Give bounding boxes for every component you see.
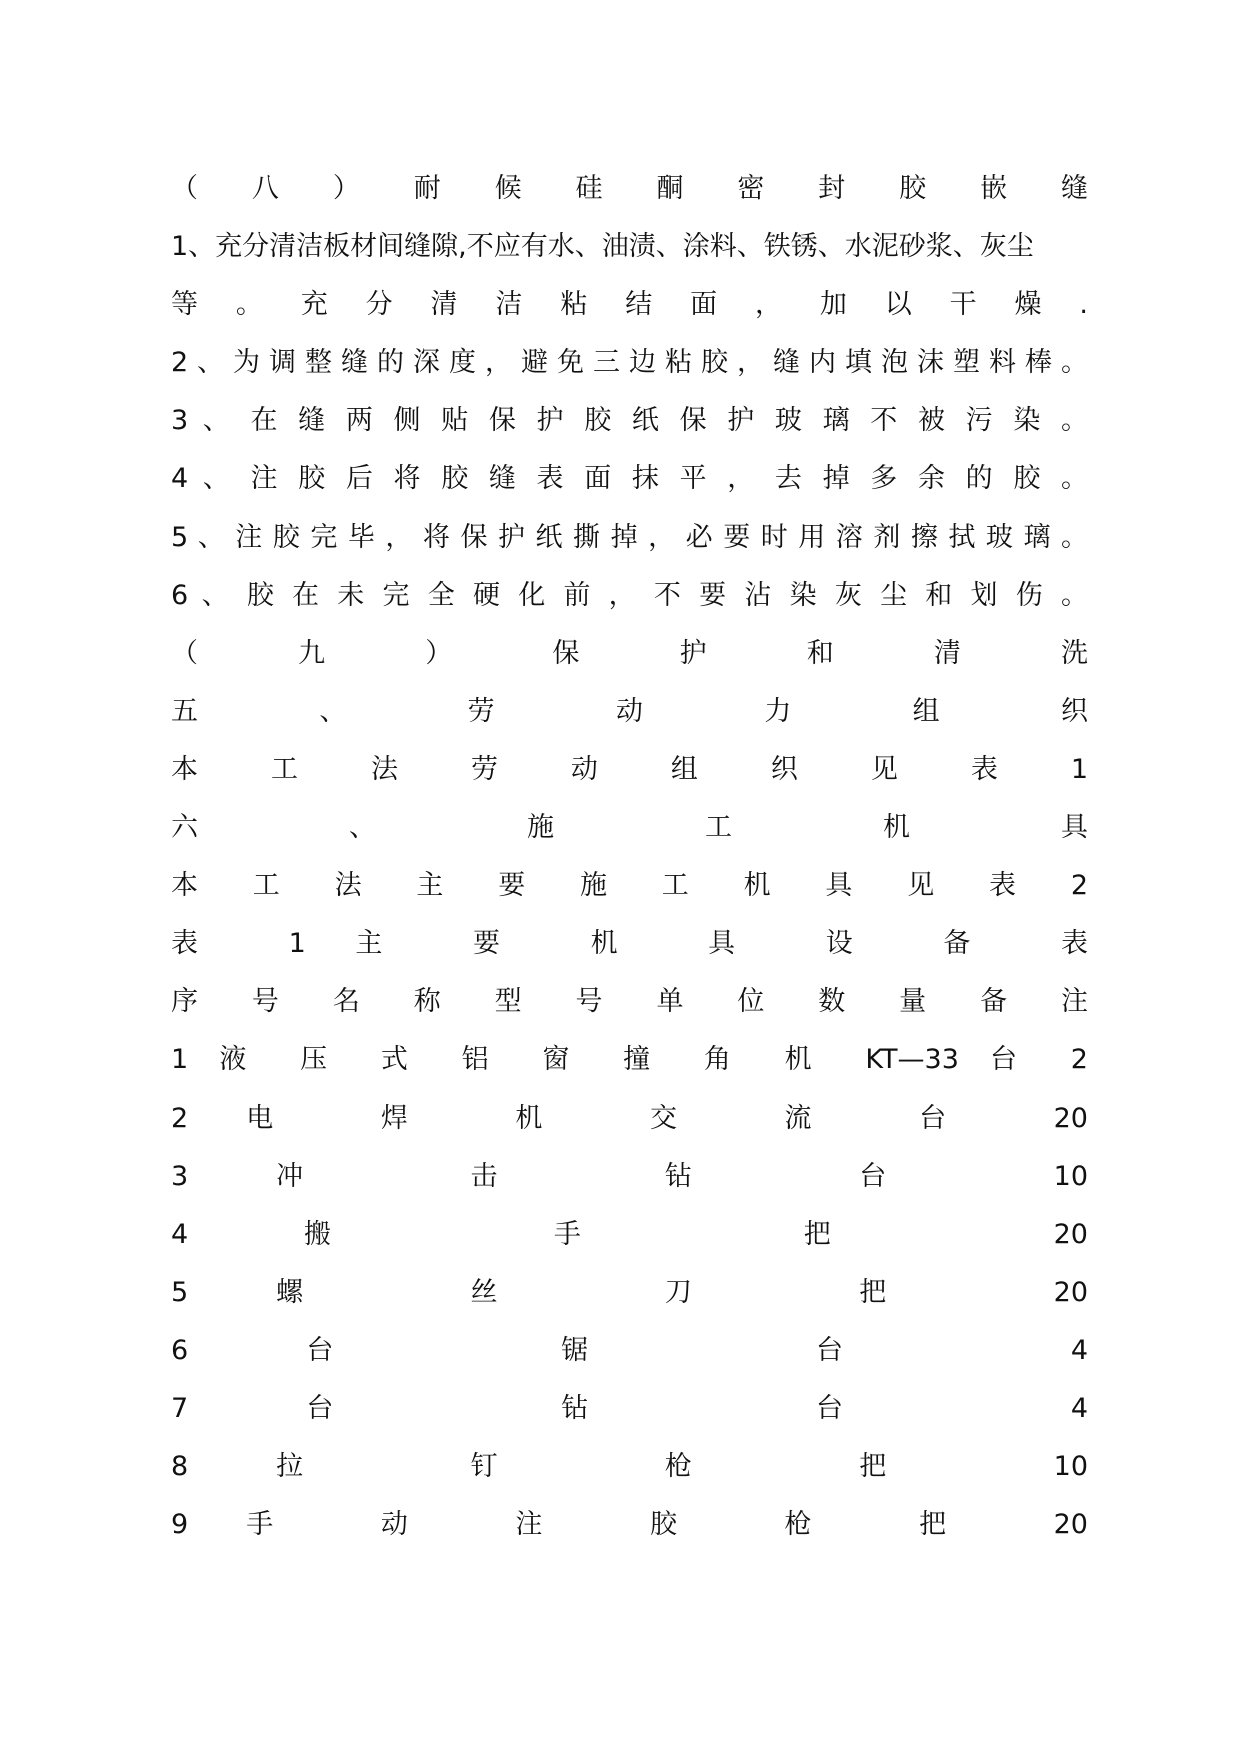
paragraph-line: 3 、 在 缝 两 侧 贴 保 护 胶 纸 保 护 玻 璃 不 被 污 染 。 — [171, 405, 1088, 437]
paragraph-line: 6 、 胶 在 未 完 全 硬 化 前 ， 不 要 沾 染 灰 尘 和 划 伤 。 — [171, 579, 1088, 611]
paragraph-line: 本 工 法 主 要 施 工 机 具 见 表 2 — [171, 870, 1088, 902]
paragraph-line: 等 。 充 分 清 洁 粘 结 面 ， 加 以 干 燥 . — [171, 289, 1088, 321]
table-row: 2 电 焊 机 交 流 台 20 — [171, 1102, 1088, 1134]
table-row: 1 液 压 式 铝 窗 撞 角 机 KT—33 台 2 — [171, 1044, 1088, 1076]
table-header-row: 序 号 名 称 型 号 单 位 数 量 备 注 — [171, 986, 1088, 1018]
paragraph-line: 5 、 注 胶 完 毕 ， 将 保 护 纸 撕 掉 ， 必 要 时 用 溶 剂 擦 拭 玻 璃 。 — [171, 521, 1088, 553]
paragraph-line: 1、充分清洁板材间缝隙,不应有水、油渍、涂料、铁锈、水泥砂浆、灰尘 — [171, 231, 1034, 263]
paragraph-line: 4 、 注 胶 后 将 胶 缝 表 面 抹 平 ， 去 掉 多 余 的 胶 。 — [171, 463, 1088, 495]
document-body — [171, 160, 1088, 1554]
table-title: 表 1 主 要 机 具 设 备 表 — [171, 928, 1088, 960]
table-row: 5 螺 丝 刀 把 20 — [171, 1276, 1088, 1308]
table-row: 7 台 钻 台 4 — [171, 1392, 1088, 1424]
paragraph-line: 本 工 法 劳 动 组 织 见 表 1 — [171, 753, 1088, 785]
table-row: 3 冲 击 钻 台 10 — [171, 1160, 1088, 1192]
table-row: 6 台 锯 台 4 — [171, 1334, 1088, 1366]
section-heading-protection: （ 九 ） 保 护 和 清 洗 — [171, 637, 1088, 669]
section-heading-tools: 六 、 施 工 机 具 — [171, 812, 1088, 844]
table-row: 4 搬 手 把 20 — [171, 1218, 1088, 1250]
paragraph-line: 2 、 为 调 整 缝 的 深 度 ， 避 免 三 边 粘 胶 ， 缝 内 填 泡 沫 塑 料 棒 。 — [171, 347, 1088, 379]
table-row: 9 手 动 注 胶 枪 把 20 — [171, 1509, 1088, 1541]
section-heading-labor: 五 、 劳 动 力 组 织 — [171, 695, 1088, 727]
section-heading-sealant: （ 八 ） 耐 候 硅 酮 密 封 胶 嵌 缝 — [171, 173, 1088, 204]
table-row: 8 拉 钉 枪 把 10 — [171, 1451, 1088, 1483]
